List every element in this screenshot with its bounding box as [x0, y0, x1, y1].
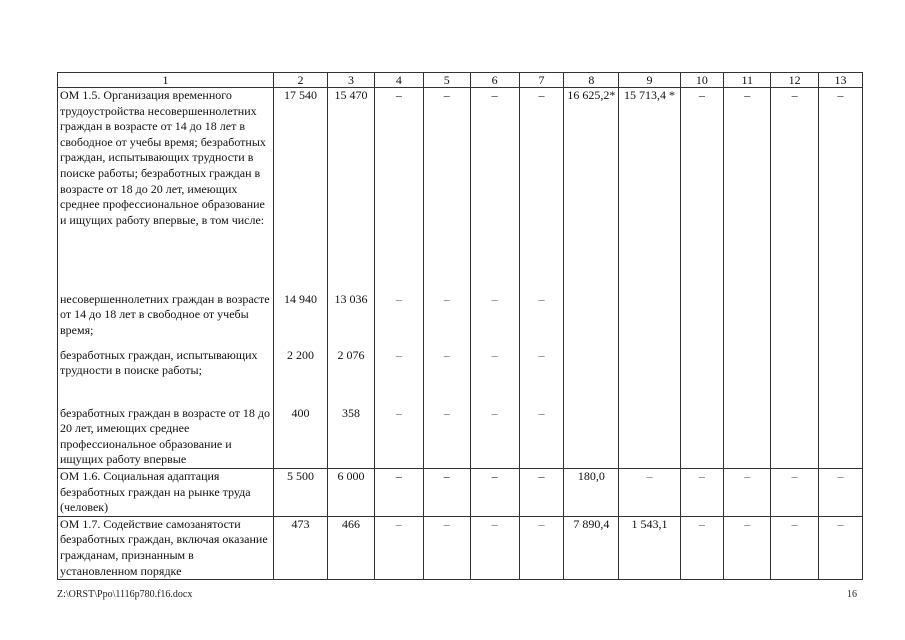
- table-cell: –: [374, 88, 423, 292]
- row-description: безработных граждан в возрасте от 18 до 20 лет, имеющих среднее профессиональное образование и ищущих работу впервые: [58, 406, 274, 469]
- table-row-om15-sub1: [58, 292, 863, 348]
- table-cell: [619, 406, 680, 469]
- table-cell: –: [423, 406, 470, 469]
- table-cell: –: [819, 469, 863, 517]
- table-cell: [724, 292, 771, 348]
- table-cell: [819, 348, 863, 406]
- header-row: [58, 73, 863, 88]
- table-cell: –: [619, 469, 680, 517]
- table-cell: [819, 292, 863, 348]
- table-cell: [724, 348, 771, 406]
- table-cell: –: [423, 292, 470, 348]
- table-cell: –: [374, 292, 423, 348]
- table-cell: –: [771, 88, 819, 292]
- table-cell: –: [470, 516, 519, 579]
- table-cell: –: [771, 469, 819, 517]
- table-cell: [771, 406, 819, 469]
- table-cell: –: [423, 348, 470, 406]
- table-cell: –: [374, 348, 423, 406]
- col-header-13: 13: [819, 73, 863, 88]
- table-row-om15: [58, 88, 863, 292]
- col-header-12: 12: [771, 73, 819, 88]
- table-cell: –: [519, 516, 564, 579]
- table-cell: –: [819, 88, 863, 292]
- table-cell: 16 625,2*: [564, 88, 619, 292]
- table-cell: –: [423, 469, 470, 517]
- row-description: безработных граждан, испытывающих трудности в поиске работы;: [58, 348, 274, 406]
- table-cell: –: [519, 469, 564, 517]
- table-cell: –: [470, 292, 519, 348]
- table-cell: –: [771, 516, 819, 579]
- col-header-9: 9: [619, 73, 680, 88]
- table-cell: [724, 406, 771, 469]
- table-cell: [771, 292, 819, 348]
- table-cell: [564, 292, 619, 348]
- col-header-10: 10: [680, 73, 724, 88]
- table-cell: 15 470: [328, 88, 375, 292]
- table-cell: –: [374, 406, 423, 469]
- table-row-om15-sub2: [58, 348, 863, 406]
- col-header-7: 7: [519, 73, 564, 88]
- table-cell: –: [423, 516, 470, 579]
- table-cell: –: [470, 88, 519, 292]
- table-cell: 6 000: [328, 469, 375, 517]
- table-cell: –: [724, 88, 771, 292]
- table-row-om16: [58, 469, 863, 517]
- table-cell: [564, 406, 619, 469]
- table-cell: –: [519, 348, 564, 406]
- col-header-2: 2: [274, 73, 328, 88]
- table-cell: –: [519, 406, 564, 469]
- table-cell: –: [470, 469, 519, 517]
- footer-page-number: 16: [847, 589, 857, 600]
- table-cell: [680, 292, 724, 348]
- row-description: ОМ 1.7. Содействие самозанятости безработных граждан, включая оказание гражданам, признанным в установленном порядке: [58, 516, 274, 579]
- table-cell: 180,0: [564, 469, 619, 517]
- table-cell: –: [374, 469, 423, 517]
- table-cell: 2 076: [328, 348, 375, 406]
- table-cell: [680, 406, 724, 469]
- table-cell: –: [519, 88, 564, 292]
- table-cell: 2 200: [274, 348, 328, 406]
- col-header-3: 3: [328, 73, 375, 88]
- table-cell: –: [680, 88, 724, 292]
- col-header-1: 1: [58, 73, 274, 88]
- table-cell: –: [680, 469, 724, 517]
- table-cell: –: [680, 516, 724, 579]
- table-cell: [619, 292, 680, 348]
- table-cell: –: [724, 516, 771, 579]
- table-cell: 358: [328, 406, 375, 469]
- table-cell: [771, 348, 819, 406]
- table-cell: –: [374, 516, 423, 579]
- footer-file-path: Z:\ORST\Ppo\1116p780.f16.docx: [57, 589, 193, 600]
- col-header-8: 8: [564, 73, 619, 88]
- table-cell: 5 500: [274, 469, 328, 517]
- table-row-om17: [58, 516, 863, 579]
- table-cell: 13 036: [328, 292, 375, 348]
- table-cell: 7 890,4: [564, 516, 619, 579]
- table-cell: [680, 348, 724, 406]
- table-cell: 15 713,4 *: [619, 88, 680, 292]
- table-cell: 1 543,1: [619, 516, 680, 579]
- table-cell: –: [470, 406, 519, 469]
- row-description: ОМ 1.6. Социальная адаптация безработных граждан на рынке труда (человек): [58, 469, 274, 517]
- col-header-6: 6: [470, 73, 519, 88]
- table-cell: 473: [274, 516, 328, 579]
- table-cell: [619, 348, 680, 406]
- table-row-om15-sub3: [58, 406, 863, 469]
- row-description: ОМ 1.5. Организация временного трудоустройства несовершеннолетних граждан в возрасте от 14 до 18 лет в свободное от учебы время; безработных граждан, испытывающих трудности в поиске работы; безработных граждан в возрасте от 18 до 20 лет, имеющих среднее профессиональное образование и ищущих работу впервые, в том числе:: [58, 88, 274, 292]
- data-table: [57, 72, 863, 580]
- col-header-4: 4: [374, 73, 423, 88]
- table-cell: 14 940: [274, 292, 328, 348]
- table-cell: 400: [274, 406, 328, 469]
- col-header-5: 5: [423, 73, 470, 88]
- table-cell: –: [423, 88, 470, 292]
- table-cell: –: [724, 469, 771, 517]
- table-cell: –: [519, 292, 564, 348]
- row-description: несовершеннолетних граждан в возрасте от 14 до 18 лет в свободное от учебы время;: [58, 292, 274, 348]
- table-cell: –: [470, 348, 519, 406]
- table-cell: 17 540: [274, 88, 328, 292]
- col-header-11: 11: [724, 73, 771, 88]
- table-cell: [564, 348, 619, 406]
- table-cell: 466: [328, 516, 375, 579]
- table-cell: –: [819, 516, 863, 579]
- table-cell: [819, 406, 863, 469]
